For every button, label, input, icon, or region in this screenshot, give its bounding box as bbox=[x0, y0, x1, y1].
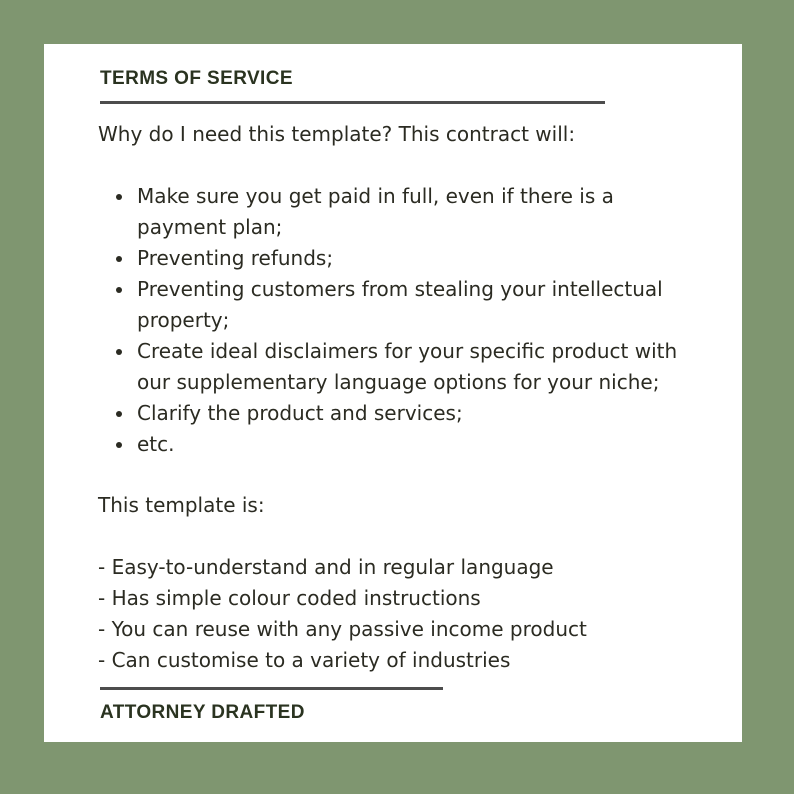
list-item-text: etc. bbox=[137, 432, 175, 456]
feature-item: - You can reuse with any passive income product bbox=[98, 617, 587, 641]
features-list bbox=[98, 552, 587, 676]
document-card bbox=[44, 44, 742, 742]
page-title: TERMS OF SERVICE bbox=[100, 68, 293, 89]
list-item bbox=[98, 336, 708, 398]
feature-item: - Can customise to a variety of industries bbox=[98, 648, 511, 672]
template-is-text: This template is: bbox=[98, 493, 265, 517]
list-item bbox=[98, 181, 708, 243]
bullet-icon bbox=[116, 287, 122, 293]
footer-heading: ATTORNEY DRAFTED bbox=[100, 702, 305, 723]
list-item bbox=[98, 243, 708, 274]
list-item-text: Make sure you get paid in full, even if there is a payment plan; bbox=[137, 184, 614, 239]
intro-text: Why do I need this template? This contract will: bbox=[98, 122, 576, 146]
list-item-text: Preventing refunds; bbox=[137, 246, 334, 270]
bullet-icon bbox=[116, 194, 122, 200]
bullet-icon bbox=[116, 349, 122, 355]
bullet-icon bbox=[116, 442, 122, 448]
list-item-text: Clarify the product and services; bbox=[137, 401, 463, 425]
bullet-icon bbox=[116, 256, 122, 262]
benefits-list bbox=[98, 181, 708, 460]
title-divider bbox=[100, 101, 605, 104]
list-item bbox=[98, 274, 708, 336]
feature-item: - Has simple colour coded instructions bbox=[98, 586, 481, 610]
list-item bbox=[98, 398, 708, 429]
footer-divider bbox=[100, 687, 443, 690]
feature-item: - Easy-to-understand and in regular language bbox=[98, 555, 554, 579]
list-item-text: Preventing customers from stealing your intellectual property; bbox=[137, 277, 663, 332]
bullet-icon bbox=[116, 411, 122, 417]
list-item bbox=[98, 429, 708, 460]
list-item-text: Create ideal disclaimers for your specific product with our supplementary language options for your niche; bbox=[137, 339, 678, 394]
